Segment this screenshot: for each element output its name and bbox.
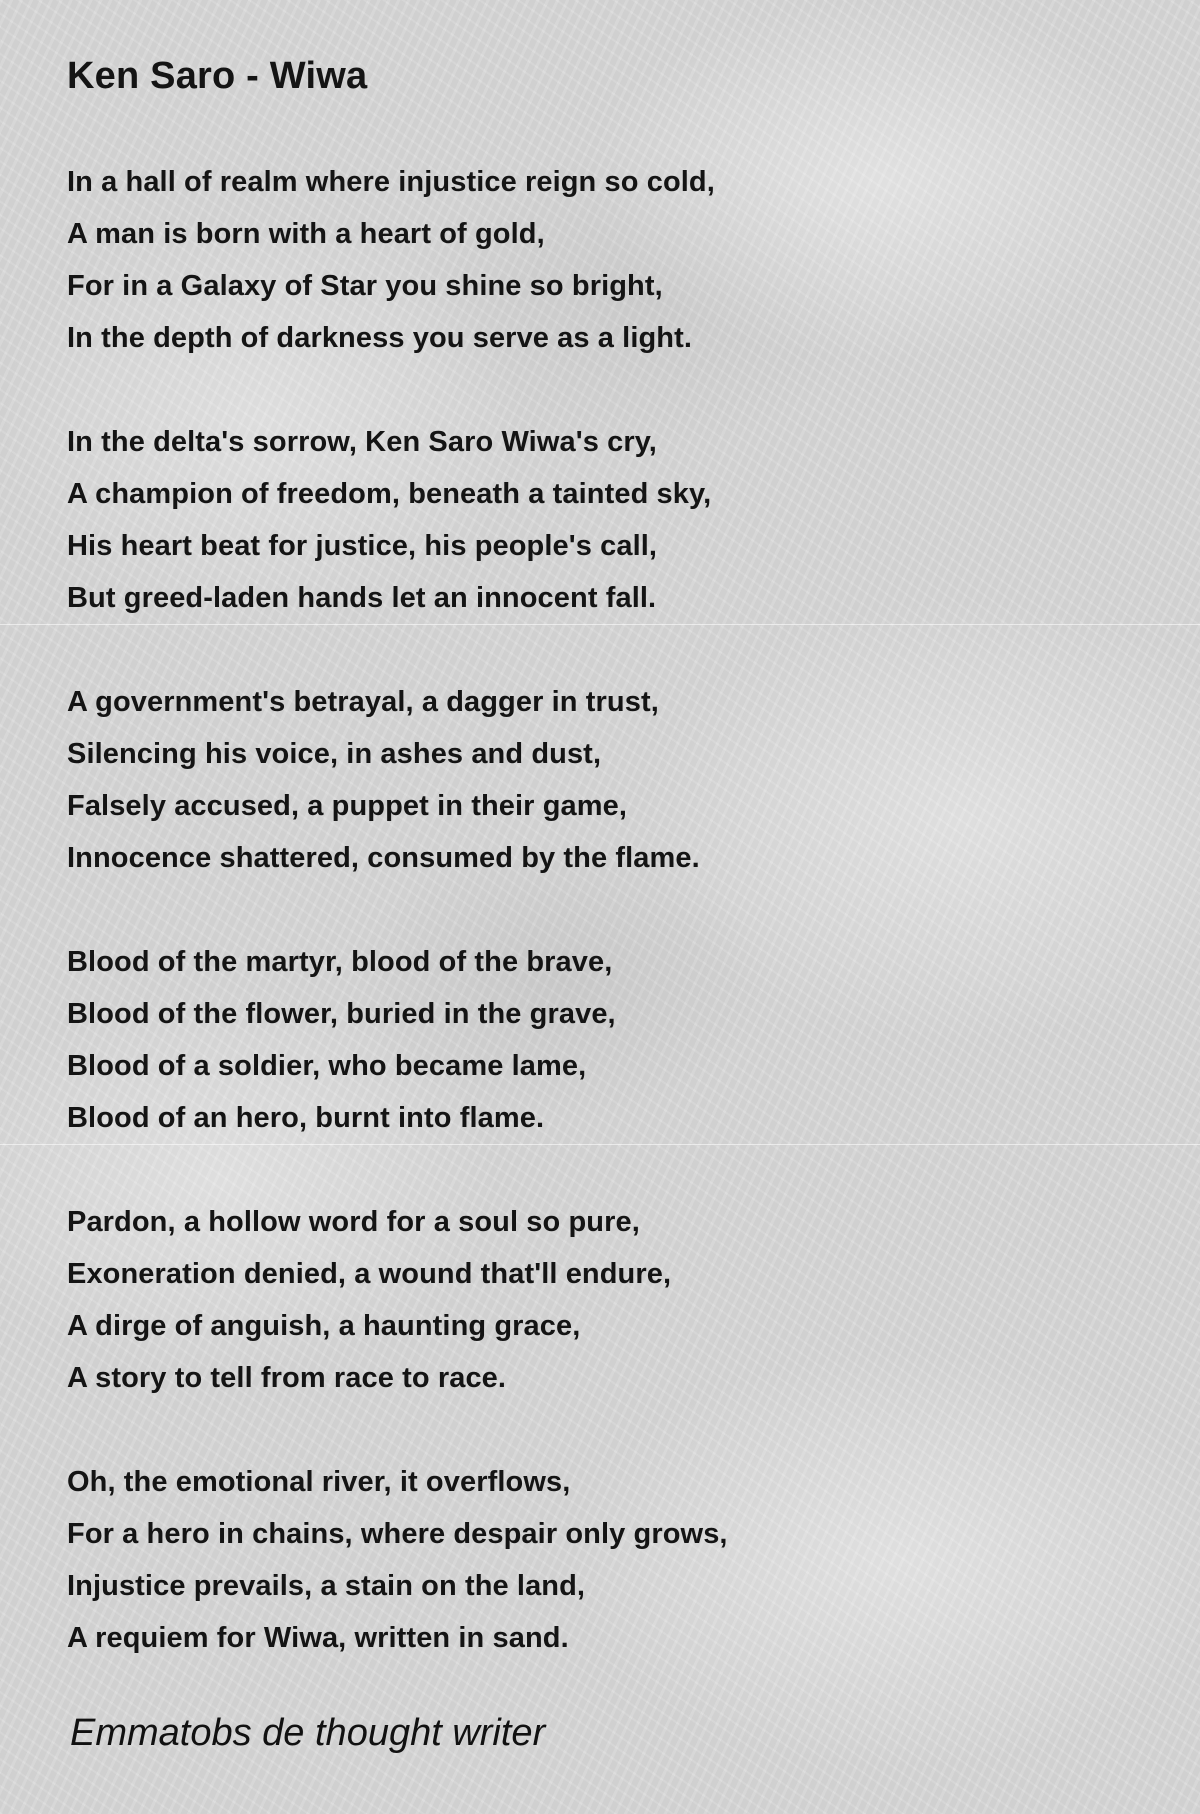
poem-line: Oh, the emotional river, it overflows, bbox=[67, 1466, 571, 1498]
poem-line: Blood of a soldier, who became lame, bbox=[67, 1050, 587, 1082]
stanza-4 bbox=[67, 936, 728, 1144]
poem-line: Exoneration denied, a wound that'll endure, bbox=[67, 1258, 672, 1290]
poem-line: A government's betrayal, a dagger in trust, bbox=[67, 686, 659, 718]
poem-line: Blood of the martyr, blood of the brave, bbox=[67, 946, 613, 978]
poem-body bbox=[67, 156, 728, 1716]
poem-line: His heart beat for justice, his people's call, bbox=[67, 530, 658, 562]
poem-line: A man is born with a heart of gold, bbox=[67, 218, 545, 250]
poem-line: A champion of freedom, beneath a tainted sky, bbox=[67, 478, 712, 510]
poem-line: But greed-laden hands let an innocent fall. bbox=[67, 582, 657, 614]
poem-line: A dirge of anguish, a haunting grace, bbox=[67, 1310, 581, 1342]
poem-line: In the delta's sorrow, Ken Saro Wiwa's cry, bbox=[67, 426, 657, 458]
poem-title: Ken Saro - Wiwa bbox=[67, 55, 368, 97]
poem-line: A story to tell from race to race. bbox=[67, 1362, 507, 1394]
poem-line: Blood of an hero, burnt into flame. bbox=[67, 1102, 545, 1134]
poem-line: In a hall of realm where injustice reign so cold, bbox=[67, 166, 715, 198]
poem-author: Emmatobs de thought writer bbox=[70, 1712, 546, 1754]
poem-line: Pardon, a hollow word for a soul so pure, bbox=[67, 1206, 640, 1238]
stanza-5 bbox=[67, 1196, 728, 1404]
poem-line: Innocence shattered, consumed by the flame. bbox=[67, 842, 700, 874]
poem-line: A requiem for Wiwa, written in sand. bbox=[67, 1622, 569, 1654]
poem-line: For a hero in chains, where despair only grows, bbox=[67, 1518, 728, 1550]
poem-card bbox=[67, 52, 1147, 1754]
poem-line: Silencing his voice, in ashes and dust, bbox=[67, 738, 602, 770]
stanza-1 bbox=[67, 156, 728, 364]
poem-line: Injustice prevails, a stain on the land, bbox=[67, 1570, 586, 1602]
poem-line: Falsely accused, a puppet in their game, bbox=[67, 790, 628, 822]
stanza-6 bbox=[67, 1456, 728, 1664]
stanza-2 bbox=[67, 416, 728, 624]
poem-line: Blood of the flower, buried in the grave, bbox=[67, 998, 616, 1030]
poem-line: In the depth of darkness you serve as a light. bbox=[67, 322, 693, 354]
poem-line: For in a Galaxy of Star you shine so bright, bbox=[67, 270, 663, 302]
stanza-3 bbox=[67, 676, 728, 884]
